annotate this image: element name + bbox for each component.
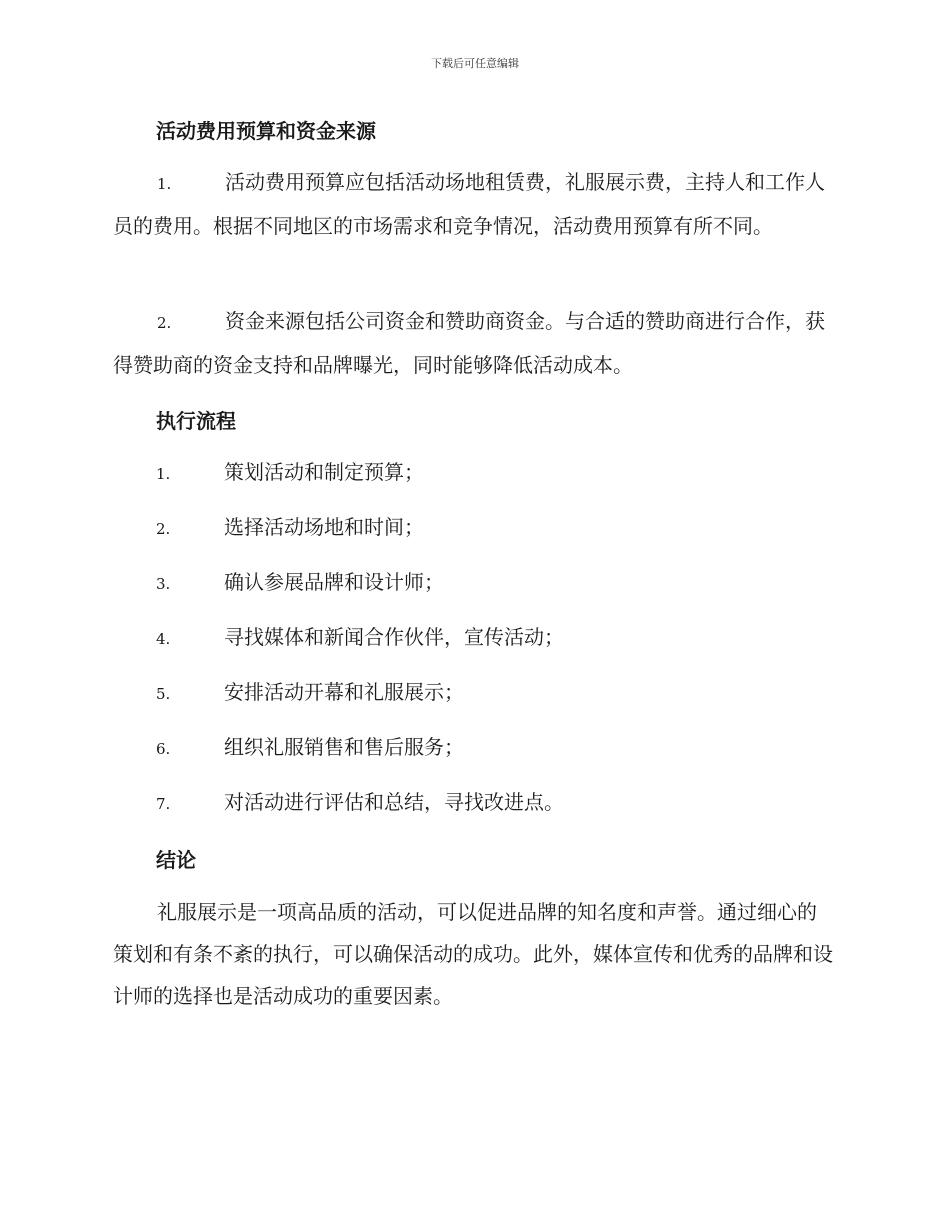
list-number: 1.: [157, 175, 172, 193]
list-number: 7.: [156, 795, 171, 813]
budget-paragraph-1: [113, 161, 833, 247]
list-item: [156, 623, 564, 653]
section-heading-process: 执行流程: [156, 409, 236, 433]
list-item: [156, 513, 424, 543]
list-item-text: 策划活动和制定预算；: [224, 460, 424, 484]
list-item: [156, 788, 564, 818]
list-item: [156, 678, 464, 708]
list-item-text: 选择活动场地和时间；: [224, 515, 424, 539]
list-item: [156, 733, 464, 763]
budget-paragraph-2: [113, 300, 833, 386]
paragraph-text: 活动费用预算应包括活动场地租赁费，礼服展示费，主持人和工作人员的费用。根据不同地区的市场需求和竞争情况，活动费用预算有所不同。: [113, 170, 825, 238]
list-item-text: 对活动进行评估和总结，寻找改进点。: [224, 790, 564, 814]
page-header: 下载后可任意编辑: [431, 57, 519, 70]
list-item: [156, 458, 424, 488]
list-item-text: 确认参展品牌和设计师；: [224, 570, 444, 594]
list-item: [156, 568, 444, 598]
list-item-text: 安排活动开幕和礼服展示；: [224, 680, 464, 704]
list-number: 4.: [156, 630, 171, 648]
list-number: 2.: [156, 520, 171, 538]
conclusion-paragraph: 礼服展示是一项高品质的活动，可以促进品牌的知名度和声誉。通过细心的策划和有条不紊的执行，可以确保活动的成功。此外，媒体宣传和优秀的品牌和设计师的选择也是活动成功的重要因素。: [113, 900, 833, 1008]
list-number: 5.: [156, 685, 171, 703]
section-heading-budget: 活动费用预算和资金来源: [156, 119, 376, 143]
list-number: 1.: [156, 465, 171, 483]
list-number: 6.: [156, 740, 171, 758]
list-item-text: 组织礼服销售和售后服务；: [224, 735, 464, 759]
list-item-text: 寻找媒体和新闻合作伙伴，宣传活动；: [224, 625, 564, 649]
paragraph-text: 资金来源包括公司资金和赞助商资金。与合适的赞助商进行合作，获得赞助商的资金支持和品牌曝光，同时能够降低活动成本。: [113, 309, 825, 377]
section-heading-conclusion: 结论: [156, 848, 196, 872]
list-number: 2.: [157, 314, 172, 332]
list-number: 3.: [156, 575, 171, 593]
